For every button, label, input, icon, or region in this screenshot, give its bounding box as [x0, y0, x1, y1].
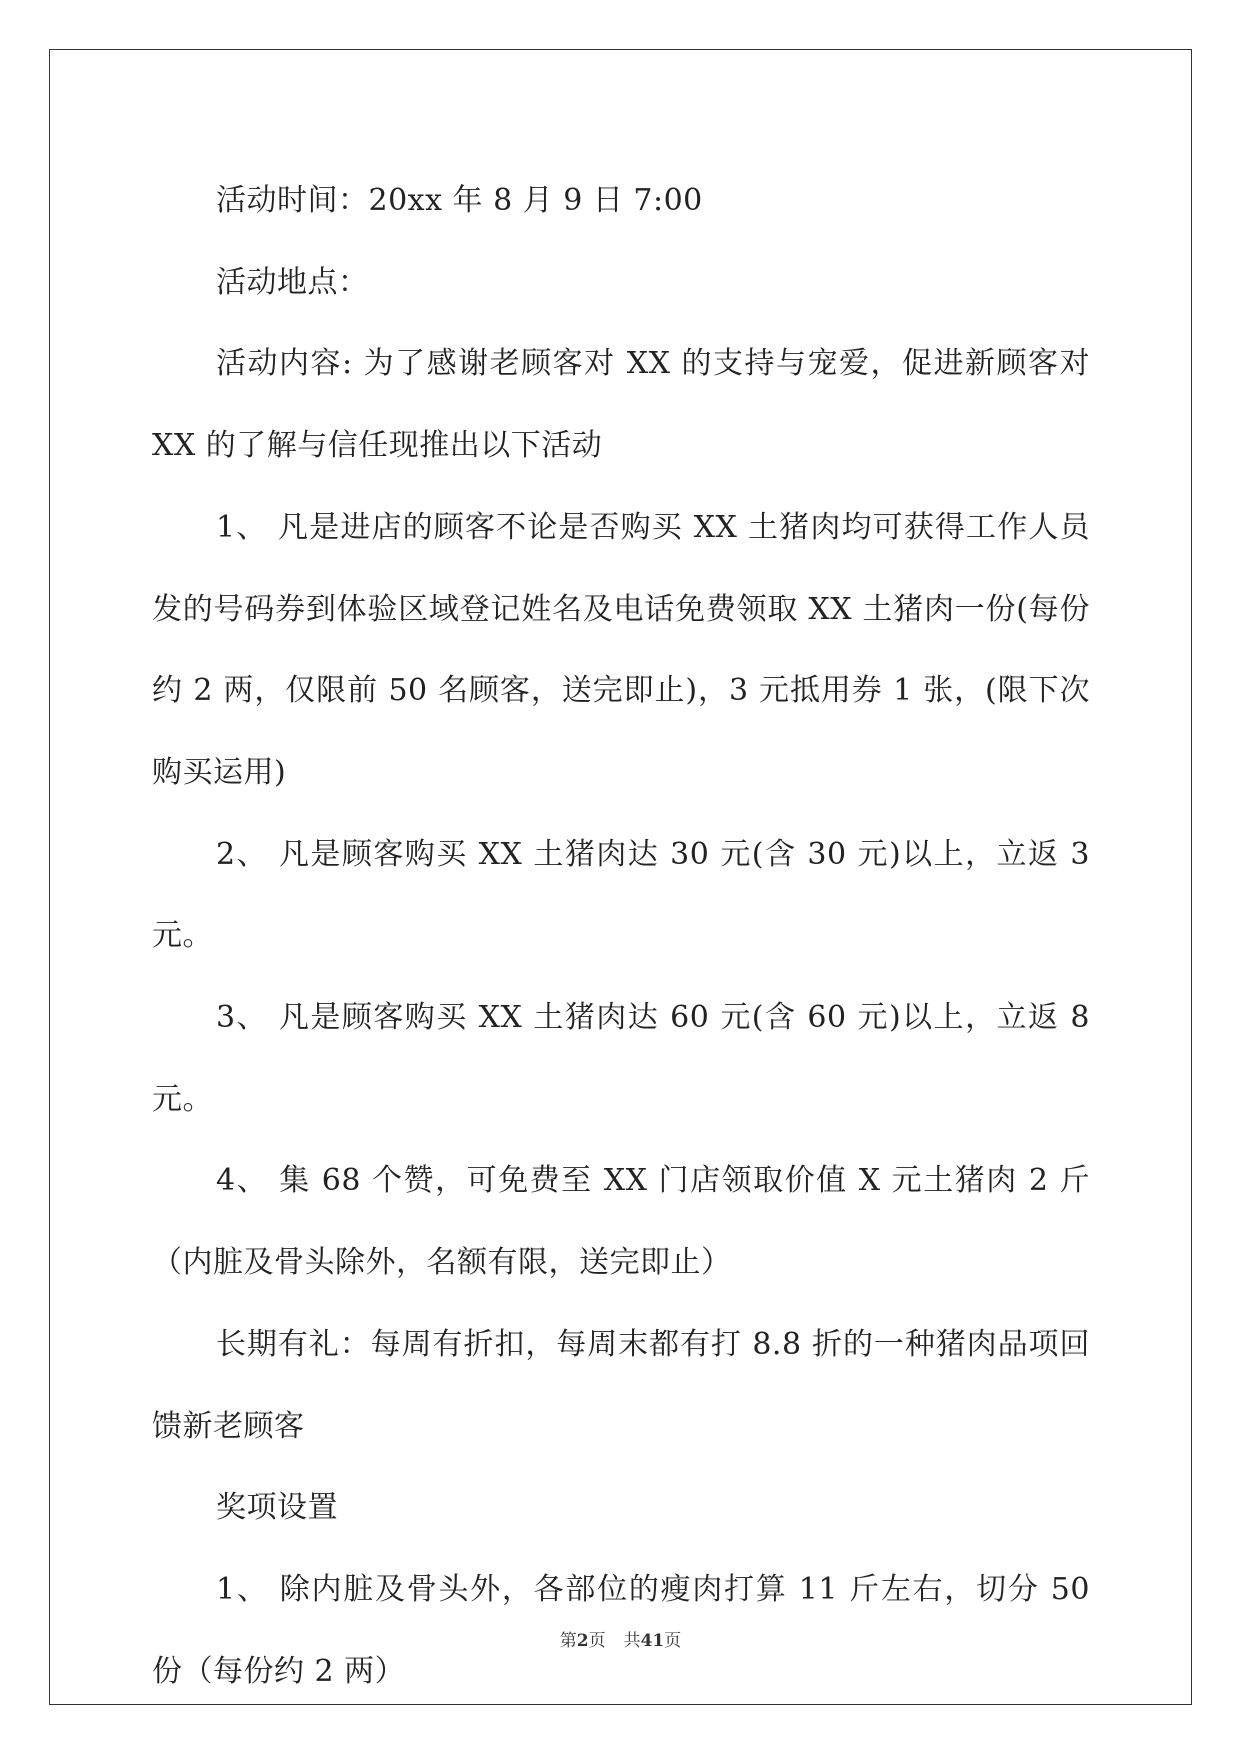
paragraph-item-2: 2、 凡是顾客购买 XX 土猪肉达 30 元(含 30 元)以上，立返 3 元。: [152, 836, 1090, 954]
paragraph-item-1: 1、 凡是进店的顾客不论是否购买 XX 土猪肉均可获得工作人员发的号码券到体验区域登记姓名及电话免费领取 XX 土猪肉一份(每份约 2 两，仅限前 50 名顾客，送完即止)，3 元抵用券 1 张，(限下次购买运用): [152, 509, 1090, 790]
paragraph-item-3: 3、 凡是顾客购买 XX 土猪肉达 60 元(含 60 元)以上，立返 8 元。: [152, 1000, 1090, 1117]
paragraph-prize-item-1: 1、 除内脏及骨头外，各部位的瘦肉打算 11 斤左右，切分 50 份（每份约 2 两）: [152, 1571, 1090, 1689]
footer-page-number: 2: [576, 1631, 589, 1651]
paragraph-activity-content: 活动内容: 为了感谢老顾客对 XX 的支持与宠爱，促进新顾客对 XX 的了解与信任现推出以下活动: [152, 346, 1090, 464]
paragraph-activity-time: 活动时间：20xx 年 8 月 9 日 7:00: [216, 183, 703, 218]
paragraph-item-4: 4、 集 68 个赞，可免费至 XX 门店领取价值 X 元土猪肉 2 斤（内脏及骨头除外，名额有限，送完即止）: [152, 1163, 1090, 1281]
footer-total-pages: 41: [640, 1631, 665, 1651]
document-body: [152, 160, 1090, 1712]
footer-prefix: 第: [559, 1631, 577, 1651]
page-footer: [0, 1630, 1241, 1652]
footer-total-suffix: 页: [664, 1631, 682, 1651]
footer-total-prefix: 共: [623, 1631, 641, 1651]
paragraph-long-term-gift: 长期有礼：每周有折扣，每周末都有打 8.8 折的一种猪肉品项回馈新老顾客: [152, 1326, 1090, 1444]
paragraph-activity-location: 活动地点：: [216, 264, 369, 300]
footer-page-suffix: 页: [588, 1631, 606, 1651]
paragraph-prize-heading: 奖项设置: [216, 1490, 338, 1526]
